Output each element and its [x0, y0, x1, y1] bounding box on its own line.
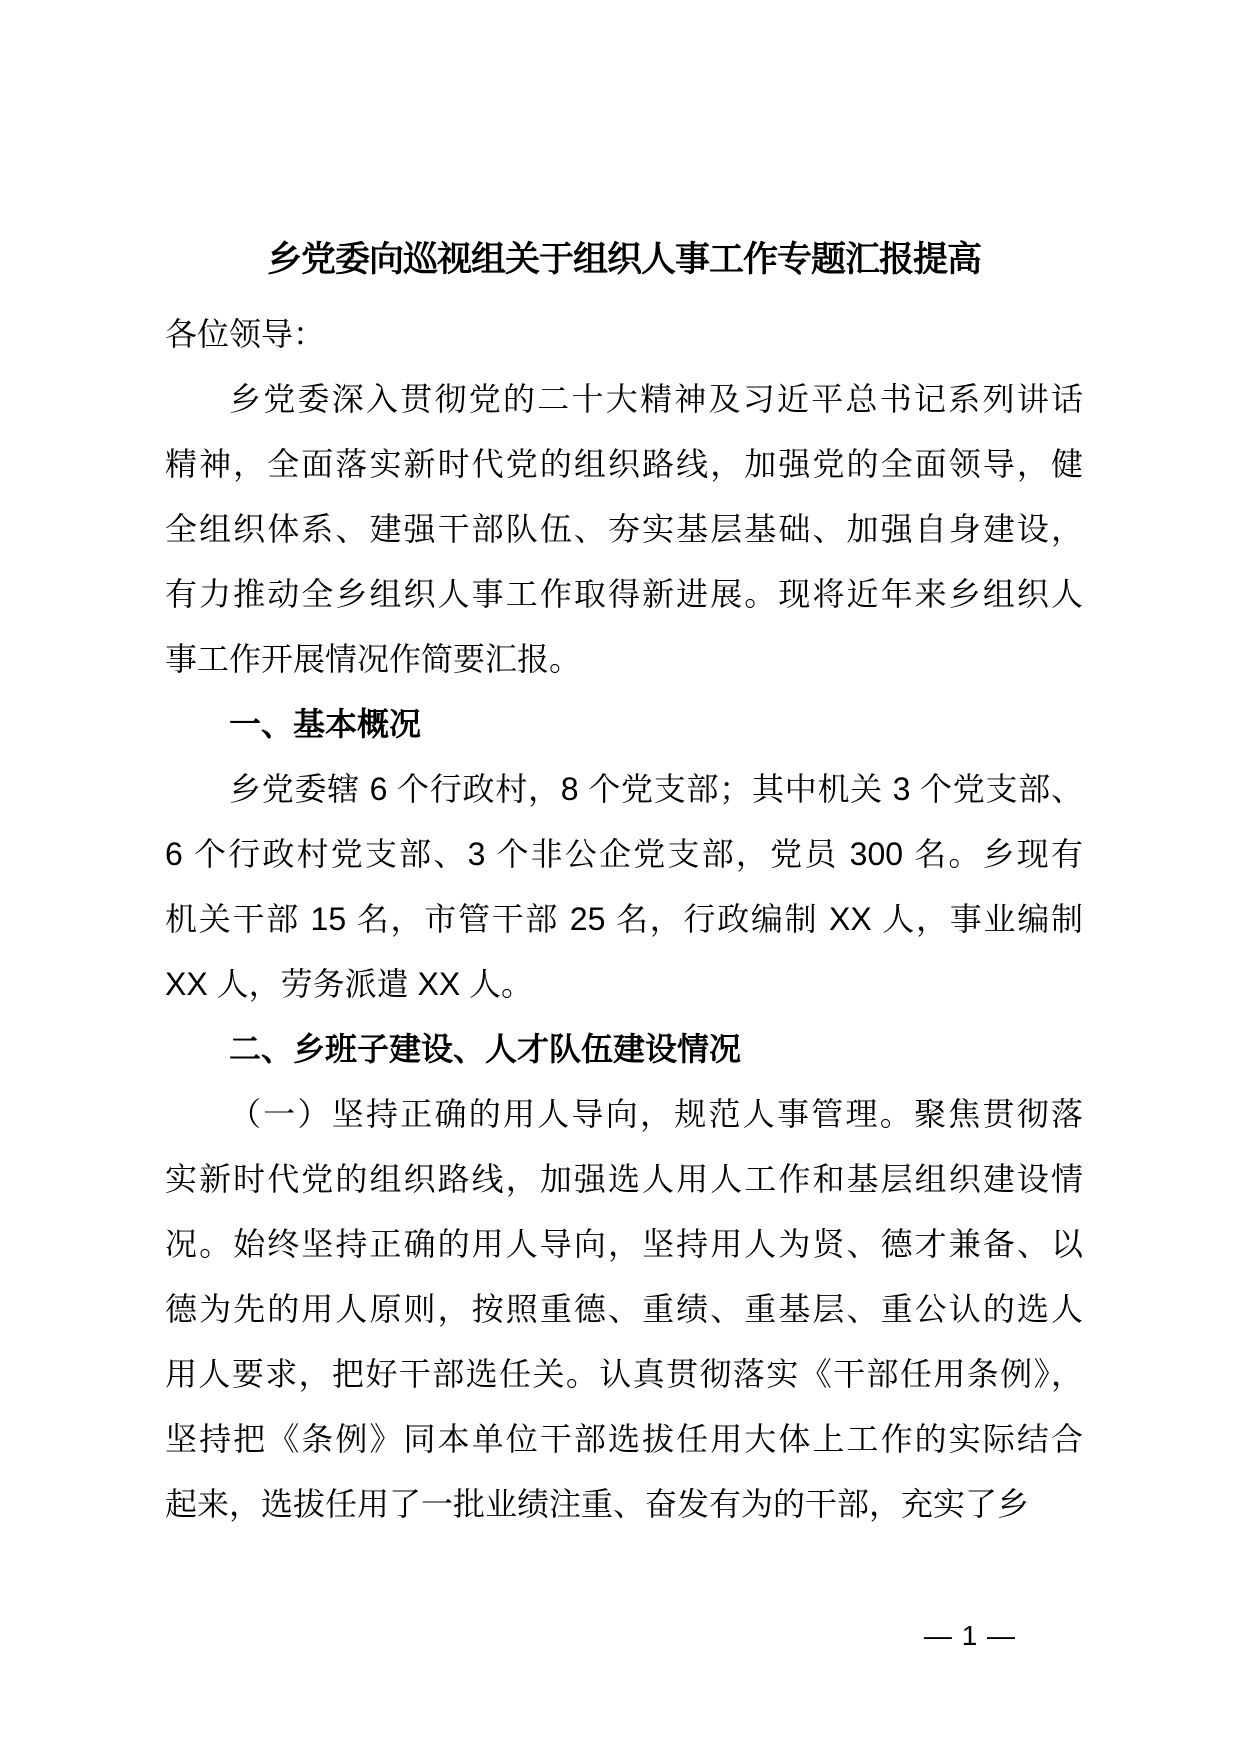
body-line: 机关干部 15 名，市管干部 25 名，行政编制 XX 人，事业编制 — [165, 901, 1083, 937]
body-line: 乡党委辖 6 个行政村，8 个党支部；其中机关 3 个党支部、 — [229, 771, 1083, 807]
body-line: 实新时代党的组织路线，加强选人用人工作和基层组织建设情 — [165, 1161, 1083, 1197]
body-line: 用人要求，把好干部选任关。认真贯彻落实《干部任用条例》， — [165, 1356, 1083, 1392]
body-line: 乡党委深入贯彻党的二十大精神及习近平总书记系列讲话 — [229, 381, 1083, 417]
body-line: 事工作开展情况作简要汇报。 — [165, 641, 582, 677]
page-number: — 1 — — [923, 1620, 1017, 1651]
document-body — [165, 0, 1083, 1537]
section-heading: 二、乡班子建设、人才队伍建设情况 — [229, 1031, 742, 1067]
doc-title: 乡党委向巡视组关于组织人事工作专题汇报提高 — [266, 240, 981, 279]
body-line: XX 人，劳务派遣 XX 人。 — [165, 966, 534, 1002]
section-heading: 一、基本概况 — [229, 706, 422, 742]
body-line: 起来，选拔任用了一批业绩注重、奋发有为的干部，充实了乡 — [165, 1486, 1030, 1522]
body-line: 有力推动全乡组织人事工作取得新进展。现将近年来乡组织人 — [165, 576, 1083, 612]
body-line: 德为先的用人原则，按照重德、重绩、重基层、重公认的选人 — [165, 1291, 1083, 1327]
body-line: 况。始终坚持正确的用人导向，坚持用人为贤、德才兼备、以 — [165, 1226, 1083, 1262]
body-line: 全组织体系、建强干部队伍、夯实基层基础、加强自身建设， — [165, 511, 1083, 547]
body-line: 坚持把《条例》同本单位干部选拔任用大体上工作的实际结合 — [165, 1421, 1083, 1457]
body-line: 各位领导： — [165, 316, 326, 352]
body-line: 精神，全面落实新时代党的组织路线，加强党的全面领导，健 — [165, 446, 1083, 482]
body-line: （一）坚持正确的用人导向，规范人事管理。聚焦贯彻落 — [229, 1096, 1083, 1132]
body-line: 6 个行政村党支部、3 个非公企党支部，党员 300 名。乡现有 — [165, 836, 1083, 872]
